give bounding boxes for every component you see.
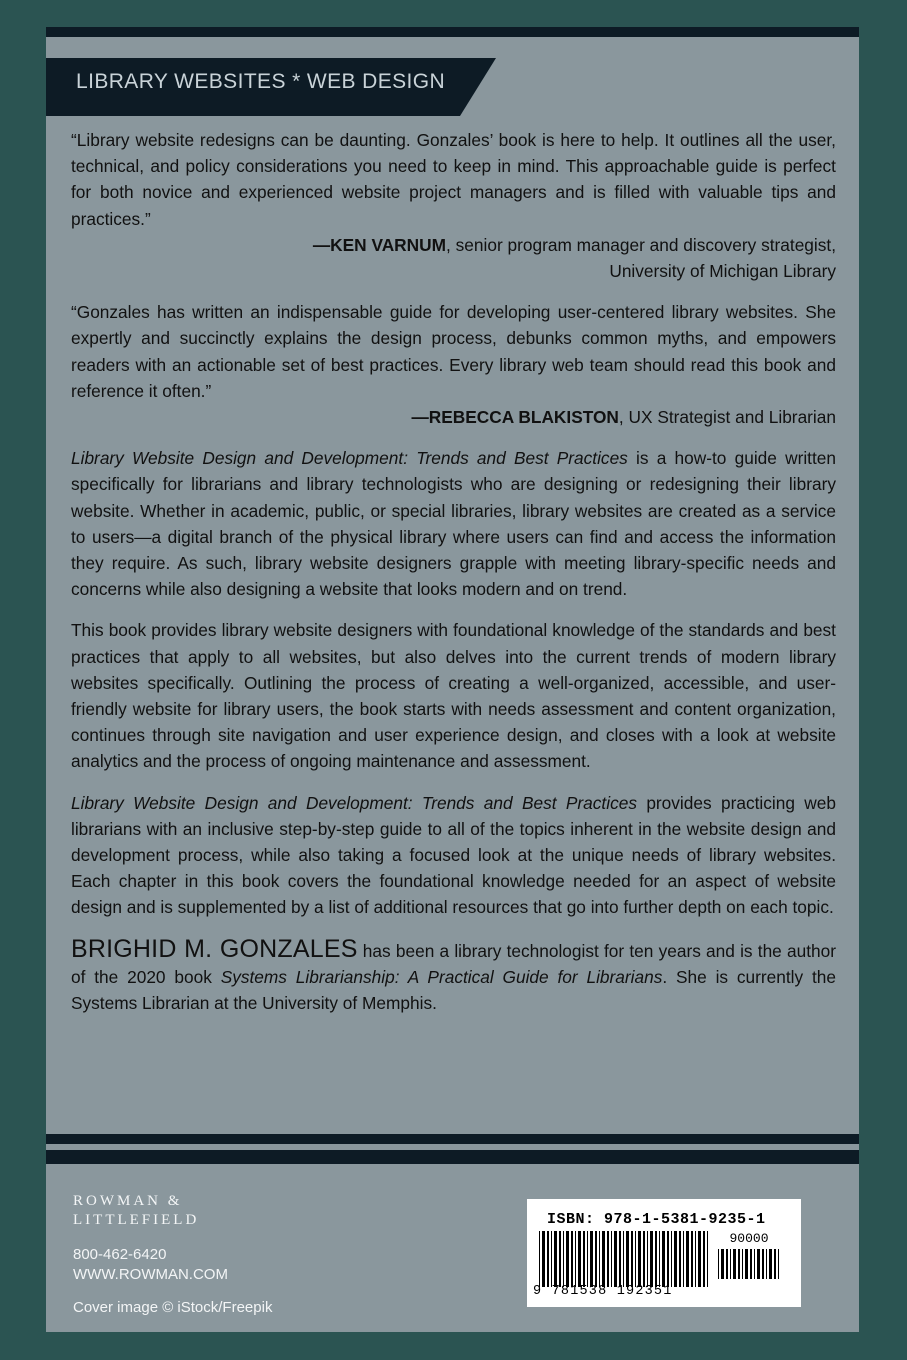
author-name: BRIGHID M. GONZALES (71, 934, 358, 963)
description-paragraph-1 (71, 445, 836, 602)
price-code: 90000 (729, 1231, 769, 1246)
publisher-block (73, 1192, 272, 1318)
book-title: Library Website Design and Development: Trends and Best Practices (71, 448, 628, 469)
description-2-body: This book provides library website designers with foundational knowledge of the standards and best practices that apply to all websites, but also delves into the current trends of modern library websites specifically. Outlining the process of creating a well-organized, accessible, and user-friendly website for library users, the book starts with needs assessment and content organization, continues through site navigation and user experience design, and closes with a look at website analytics and the process of ongoing maintenance and assessment. (71, 620, 836, 772)
footer-rule-top (46, 1134, 859, 1144)
barcode-digits: 9 781538 192351 (533, 1284, 673, 1299)
endorsement-2-name: —REBECCA BLAKISTON (411, 407, 619, 428)
book-title: Library Website Design and Development: Trends and Best Practices (71, 792, 637, 813)
author-bio-text-1: has been a library technologist for ten years and is the author of the 2020 book (71, 940, 836, 987)
series-label: LIBRARY WEBSITES * WEB DESIGN (76, 70, 446, 93)
author-bio-text-2: . She is currently the Systems Librarian at the University of Memphis. (71, 966, 837, 1014)
endorsement-2-title: , UX Strategist and Librarian (618, 407, 836, 428)
image-credit: Cover image © iStock/Freepik (73, 1299, 273, 1316)
publisher-phone: 800-462-6420 (73, 1246, 167, 1263)
cover-text (71, 127, 836, 1031)
top-stripe (46, 27, 859, 37)
endorsement-2-quote: “Gonzales has written an indispensable guide for developing user-centered library websites. She expertly and succinctly explains the design process, debunks common myths, and empowers readers with an actionable set of best practices. Every library web team should read this book and reference it often.” (71, 302, 836, 401)
endorsement-1 (71, 127, 836, 284)
endorsement-1-affiliation: University of Michigan Library (609, 261, 836, 282)
isbn-barcode-box (527, 1199, 801, 1307)
endorsement-1-title: , senior program manager and discovery strategist, (446, 234, 836, 255)
description-paragraph-2 (71, 617, 836, 774)
publisher-logo: ROWMAN & LITTLEFIELD (73, 1193, 200, 1228)
endorsement-1-quote: “Library website redesigns can be daunting. Gonzales’ book is here to help. It outlines all the user, technical, and policy considerations you need to keep in mind. This approachable guide is perfect for both novice and experienced website project managers and is filled with valuable tips and practices.” (71, 130, 836, 229)
top-stripe-gap (46, 37, 859, 41)
publisher-website: WWW.ROWMAN.COM (73, 1266, 228, 1283)
isbn-label: ISBN: 978-1-5381-9235-1 (547, 1211, 766, 1228)
endorsement-1-name: —KEN VARNUM (312, 234, 447, 255)
footer-rule-bottom (46, 1150, 859, 1164)
author-bio (71, 936, 836, 1017)
description-3-body: provides practicing web librarians with an inclusive step-by-step guide to all of the topics inherent in the website design and development process, while also taking a focused look at the unique needs of library websites. Each chapter in this book covers the foundational knowledge needed for an aspect of website design and is supplemented by a list of additional resources that go into further depth on each topic. (71, 792, 836, 918)
author-previous-book: Systems Librarianship: A Practical Guide for Librarians (220, 966, 663, 987)
endorsement-1-attribution (71, 232, 836, 258)
description-paragraph-3 (71, 790, 836, 921)
barcode-icon (538, 1231, 710, 1287)
endorsement-2-attribution (71, 404, 836, 430)
endorsement-2 (71, 299, 836, 430)
back-cover (46, 27, 859, 1332)
addon-barcode-icon (717, 1249, 781, 1279)
description-1-body: is a how-to guide written specifically for librarians and library technologists who are designing or redesigning their library website. Whether in academic, public, or special libraries, library websites are created as a service to users—a digital branch of the physical library where users can find and access the information they require. As such, library website designers grapple with meeting library-specific needs and concerns while also designing a website that looks modern and on trend. (71, 448, 837, 600)
